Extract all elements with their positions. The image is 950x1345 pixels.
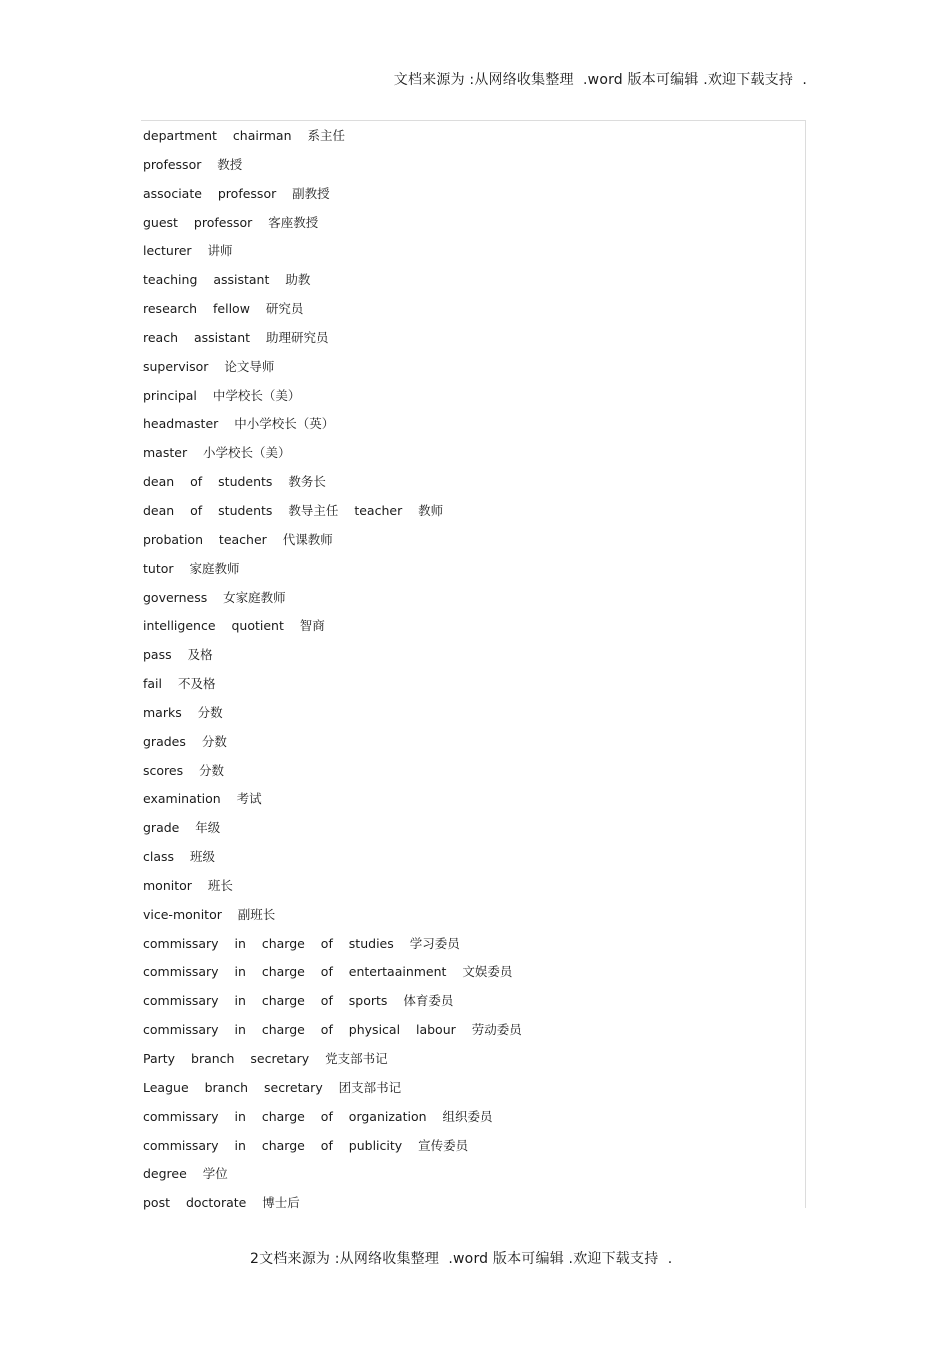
vocabulary-entry: commissary in charge of studies 学习委员 [143,935,460,951]
vocabulary-entry: guest professor 客座教授 [143,214,319,230]
vocabulary-entry: supervisor 论文导师 [143,358,275,374]
vocabulary-entry: department chairman 系主任 [143,128,345,143]
vocabulary-entry: degree 学位 [143,1166,228,1182]
vocabulary-entry: scores 分数 [143,762,225,778]
vocabulary-entry: commissary in charge of sports 体育委员 [143,993,454,1009]
vocabulary-entry: marks 分数 [143,704,223,720]
vocabulary-list [143,126,522,1222]
footer-text: 文档来源为 :从网络收集整理 .word 版本可编辑 .欢迎下载支持 . [259,1251,673,1267]
page-number: 2 [250,1251,260,1267]
vocabulary-entry: research fellow 研究员 [143,301,304,317]
vocabulary-entry: intelligence quotient 智商 [143,618,325,634]
vocabulary-entry: commissary in charge of organization 组织委员 [143,1108,493,1124]
vocabulary-entry: grade 年级 [143,820,221,836]
vocabulary-entry: vice-monitor 副班长 [143,906,276,922]
vocabulary-entry: post doctorate 博士后 [143,1195,300,1211]
vocabulary-entry: dean of students 教导主任 teacher 教师 [143,502,444,518]
vocabulary-entry: teaching assistant 助教 [143,272,311,288]
vocabulary-entry: monitor 班长 [143,877,233,893]
vocabulary-entry: commissary in charge of publicity 宣传委员 [143,1137,469,1153]
vocabulary-entry: reach assistant 助理研究员 [143,329,329,345]
vocabulary-entry: master 小学校长（美） [143,445,291,461]
vocabulary-entry: class 班级 [143,849,215,865]
vocabulary-entry: dean of students 教务长 [143,474,326,490]
vocabulary-entry: commissary in charge of entertaainment 文娱委员 [143,964,513,980]
vocabulary-entry: pass 及格 [143,647,213,663]
vocabulary-entry: governess 女家庭教师 [143,589,286,605]
page-footer [250,1248,672,1268]
vocabulary-entry: League branch secretary 团支部书记 [143,1079,402,1095]
vocabulary-entry: lecturer 讲师 [143,243,233,259]
vocabulary-entry: principal 中学校长（美） [143,387,301,403]
vocabulary-entry: tutor 家庭教师 [143,560,240,576]
vocabulary-entry: examination 考试 [143,791,262,807]
vocabulary-entry: fail 不及格 [143,676,216,692]
vocabulary-entry: associate professor 副教授 [143,185,330,201]
vocabulary-entry: commissary in charge of physical labour 劳动委员 [143,1022,522,1038]
page-header: 文档来源为 :从网络收集整理 .word 版本可编辑 .欢迎下载支持 . [393,72,807,88]
vocabulary-entry: probation teacher 代课教师 [143,531,333,547]
vocabulary-entry: Party branch secretary 党支部书记 [143,1051,388,1066]
vocabulary-entry: professor 教授 [143,156,243,172]
vocabulary-entry: headmaster 中小学校长（英） [143,416,335,432]
vocabulary-entry: grades 分数 [143,733,227,749]
